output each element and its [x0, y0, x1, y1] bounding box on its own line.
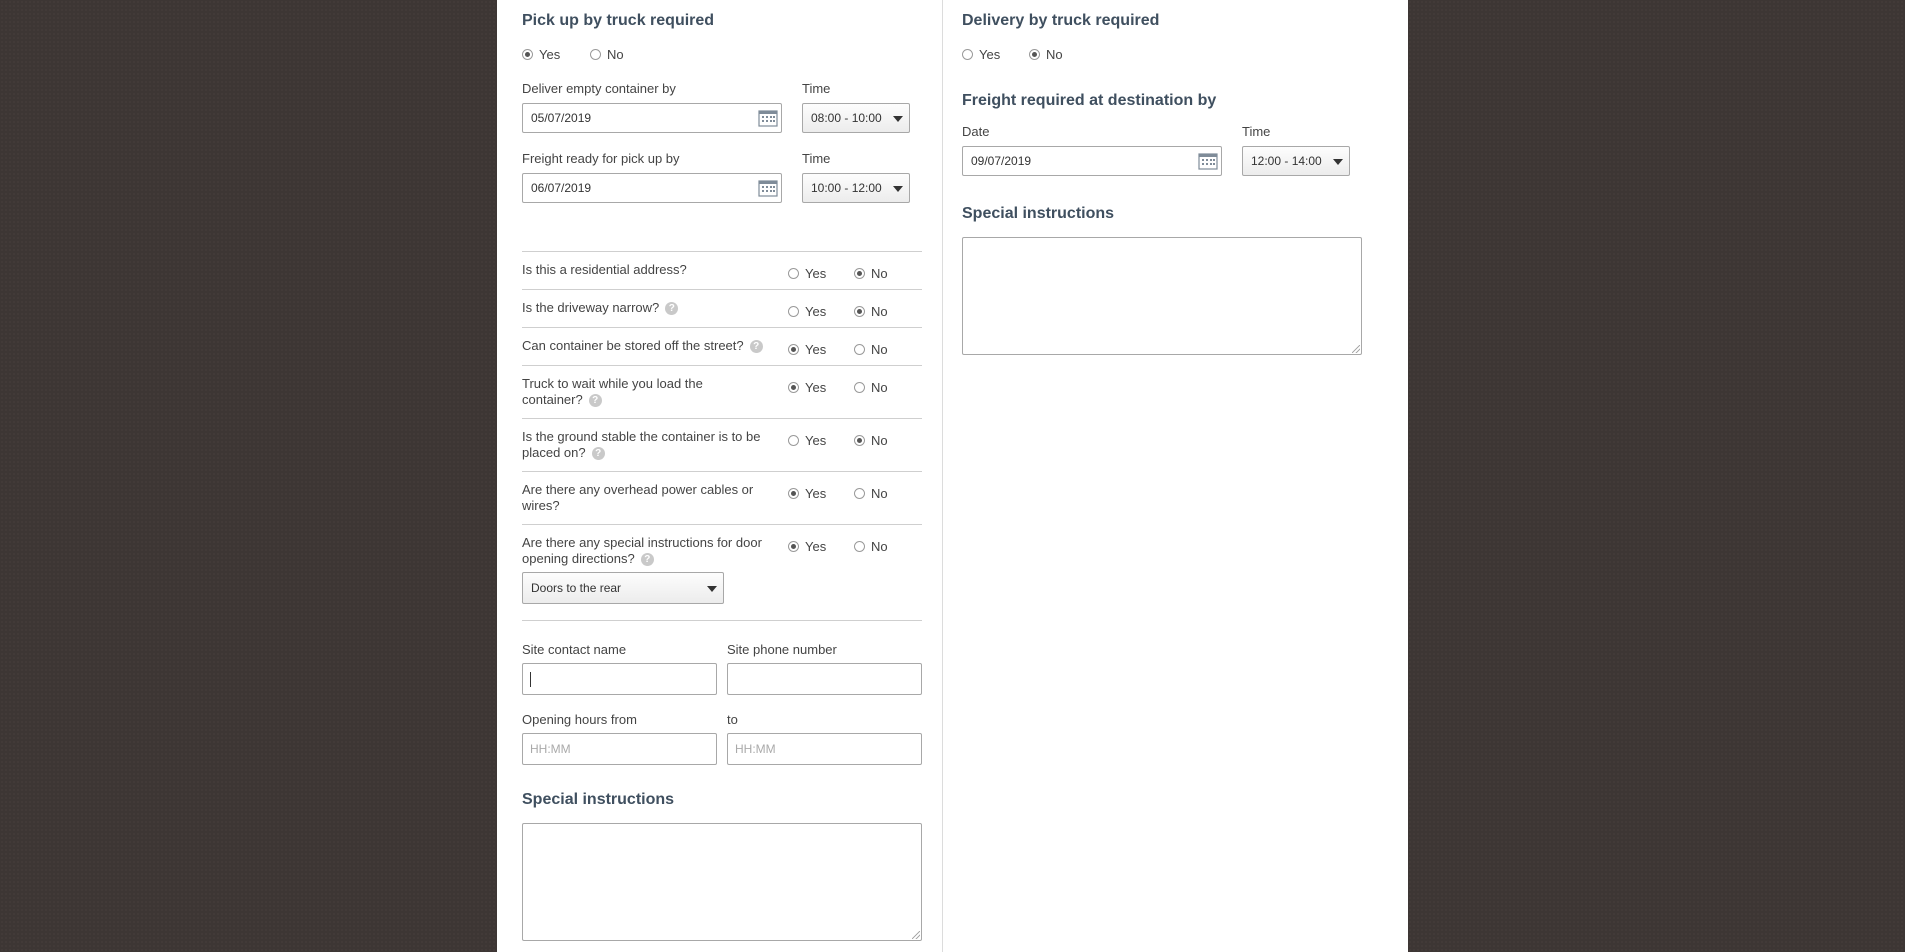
calendar-icon[interactable] — [1198, 152, 1218, 170]
ground-yes-option[interactable] — [788, 433, 826, 448]
radio-button[interactable] — [854, 435, 865, 446]
resize-grip-icon[interactable] — [1352, 345, 1360, 353]
delivery-yes-label: Yes — [979, 47, 1001, 62]
resize-grip-icon[interactable] — [912, 931, 920, 939]
radio-button[interactable] — [854, 306, 865, 317]
pickup-yes-label: Yes — [539, 47, 561, 62]
right-special-instructions-heading: Special instructions — [962, 205, 1115, 222]
help-icon[interactable]: ? — [750, 340, 763, 353]
pickup-no-label: No — [607, 47, 624, 62]
no-label: No — [871, 539, 888, 554]
opening-from-label: Opening hours from — [522, 712, 637, 727]
deliver-empty-label: Deliver empty container by — [522, 81, 676, 96]
help-icon[interactable]: ? — [665, 302, 678, 315]
question-driveway — [522, 300, 782, 316]
destination-time-label: Time — [1242, 124, 1271, 139]
deliver-empty-date-value: 05/07/2019 — [531, 111, 592, 125]
question-ground-stable — [522, 429, 767, 461]
column-divider — [942, 0, 943, 952]
radio-button[interactable] — [854, 268, 865, 279]
delivery-no-radio[interactable] — [1029, 49, 1040, 60]
deliver-empty-time-select[interactable] — [802, 103, 910, 133]
row-divider — [522, 327, 922, 328]
calendar-icon[interactable] — [758, 109, 778, 127]
opening-from-input[interactable] — [522, 733, 717, 765]
question-power-cables — [522, 482, 767, 514]
question-text: Is the driveway narrow? — [522, 300, 660, 315]
left-special-instructions-heading: Special instructions — [522, 791, 675, 808]
radio-button[interactable] — [788, 344, 799, 355]
yes-label: Yes — [805, 486, 827, 501]
site-phone-label: Site phone number — [727, 642, 837, 657]
opening-from-placeholder: HH:MM — [530, 742, 571, 756]
site-contact-input[interactable] — [522, 663, 717, 695]
question-text: Is this a residential address? — [522, 262, 687, 277]
yes-label: Yes — [805, 433, 827, 448]
truck-wait-no-option[interactable] — [854, 380, 888, 395]
site-phone-input[interactable] — [727, 663, 922, 695]
freight-ready-time-select[interactable] — [802, 173, 910, 203]
opening-to-label: to — [727, 712, 738, 727]
delivery-no-option[interactable] — [1029, 47, 1063, 62]
chevron-down-icon — [1333, 159, 1343, 165]
destination-heading: Freight required at destination by — [962, 92, 1217, 109]
freight-ready-label: Freight ready for pick up by — [522, 151, 680, 166]
deliver-empty-time-label: Time — [802, 81, 831, 96]
pickup-yes-radio[interactable] — [522, 49, 533, 60]
delivery-heading: Delivery by truck required — [962, 12, 1160, 29]
calendar-icon[interactable] — [758, 179, 778, 197]
no-label: No — [871, 304, 888, 319]
radio-button[interactable] — [854, 488, 865, 499]
freight-ready-date-input[interactable] — [522, 173, 782, 203]
driveway-yes-option[interactable] — [788, 304, 826, 319]
no-label: No — [871, 380, 888, 395]
destination-date-value: 09/07/2019 — [971, 154, 1032, 168]
chevron-down-icon — [707, 586, 717, 592]
ground-no-option[interactable] — [854, 433, 888, 448]
no-label: No — [871, 342, 888, 357]
delivery-no-label: No — [1046, 47, 1063, 62]
deliver-empty-time-value: 08:00 - 10:00 — [811, 111, 882, 125]
no-label: No — [871, 486, 888, 501]
radio-button[interactable] — [854, 382, 865, 393]
radio-button[interactable] — [854, 344, 865, 355]
help-icon[interactable]: ? — [641, 553, 654, 566]
chevron-down-icon — [893, 116, 903, 122]
left-special-instructions-textarea[interactable] — [522, 823, 922, 941]
freight-ready-date-value: 06/07/2019 — [531, 181, 592, 195]
cables-yes-option[interactable] — [788, 486, 826, 501]
booking-form-panel — [497, 0, 1408, 952]
question-stored-off-street — [522, 338, 782, 354]
yes-label: Yes — [805, 266, 827, 281]
yes-label: Yes — [805, 539, 827, 554]
question-text: Are there any special instructions for door opening directions? — [522, 535, 762, 566]
driveway-no-option[interactable] — [854, 304, 888, 319]
freight-ready-time-value: 10:00 - 12:00 — [811, 181, 882, 195]
text-cursor — [530, 672, 531, 687]
section-divider — [522, 251, 922, 252]
question-text: Truck to wait while you load the container? — [522, 376, 703, 407]
destination-time-value: 12:00 - 14:00 — [1251, 154, 1322, 168]
opening-to-input[interactable] — [727, 733, 922, 765]
stored-no-option[interactable] — [854, 342, 888, 357]
yes-label: Yes — [805, 304, 827, 319]
pickup-no-option[interactable] — [590, 47, 624, 62]
door-yes-option[interactable] — [788, 539, 826, 554]
truck-wait-yes-option[interactable] — [788, 380, 826, 395]
section-divider — [522, 620, 922, 621]
radio-button[interactable] — [788, 306, 799, 317]
row-divider — [522, 524, 922, 525]
pickup-heading: Pick up by truck required — [522, 12, 715, 29]
delivery-yes-option[interactable] — [962, 47, 1000, 62]
right-special-instructions-textarea[interactable] — [962, 237, 1362, 355]
radio-button[interactable] — [788, 382, 799, 393]
radio-button[interactable] — [788, 435, 799, 446]
pickup-yes-option[interactable] — [522, 47, 560, 62]
row-divider — [522, 418, 922, 419]
chevron-down-icon — [893, 186, 903, 192]
residential-yes-option[interactable] — [788, 266, 826, 281]
yes-label: Yes — [805, 342, 827, 357]
yes-label: Yes — [805, 380, 827, 395]
no-label: No — [871, 266, 888, 281]
destination-date-input[interactable] — [962, 146, 1222, 176]
deliver-empty-date-input[interactable] — [522, 103, 782, 133]
help-icon[interactable]: ? — [592, 447, 605, 460]
residential-no-option[interactable] — [854, 266, 888, 281]
door-no-option[interactable] — [854, 539, 888, 554]
delivery-yes-radio[interactable] — [962, 49, 973, 60]
stored-yes-option[interactable] — [788, 342, 826, 357]
site-contact-label: Site contact name — [522, 642, 627, 657]
freight-ready-time-label: Time — [802, 151, 831, 166]
pickup-no-radio[interactable] — [590, 49, 601, 60]
question-text: Can container be stored off the street? — [522, 338, 744, 353]
radio-button[interactable] — [854, 541, 865, 552]
question-text: Are there any overhead power cables or wires? — [522, 482, 754, 513]
destination-date-label: Date — [962, 124, 990, 139]
radio-button[interactable] — [788, 268, 799, 279]
question-truck-wait — [522, 376, 732, 408]
radio-button[interactable] — [788, 541, 799, 552]
row-divider — [522, 471, 922, 472]
door-direction-select[interactable] — [522, 572, 724, 604]
help-icon[interactable]: ? — [589, 394, 602, 407]
question-door-direction — [522, 535, 767, 567]
row-divider — [522, 289, 922, 290]
question-residential — [522, 262, 782, 278]
opening-to-placeholder: HH:MM — [735, 742, 776, 756]
destination-time-select[interactable] — [1242, 146, 1350, 176]
question-text: Is the ground stable the container is to be placed on? — [522, 429, 761, 460]
row-divider — [522, 365, 922, 366]
door-direction-value: Doors to the rear — [531, 581, 622, 595]
no-label: No — [871, 433, 888, 448]
radio-button[interactable] — [788, 488, 799, 499]
cables-no-option[interactable] — [854, 486, 888, 501]
